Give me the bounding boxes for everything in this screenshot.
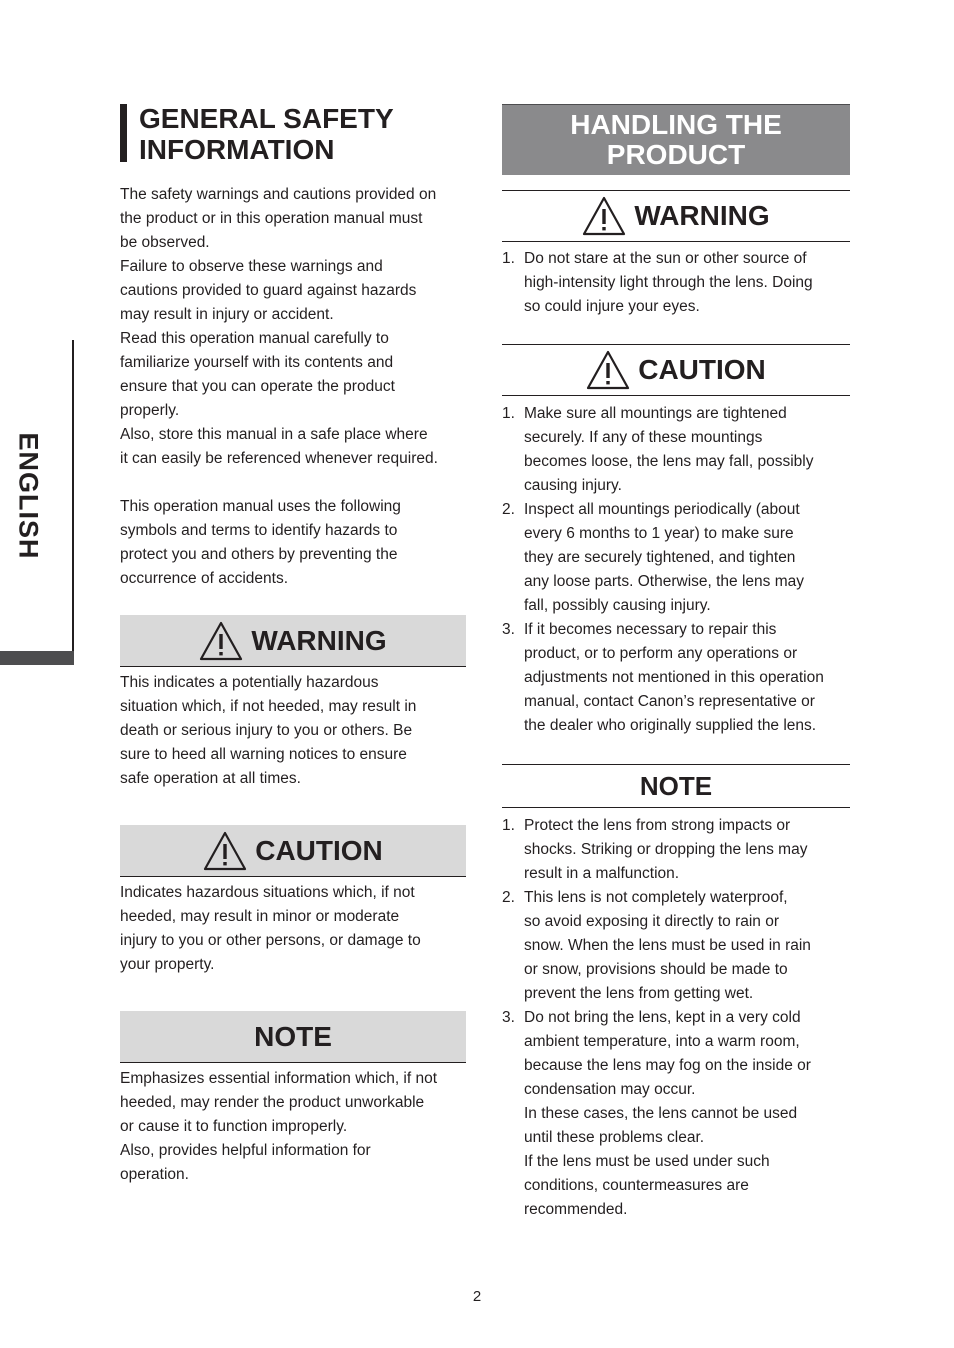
list-item-line: because the lens may fog on the inside or — [524, 1057, 811, 1074]
text-line: your property. — [120, 956, 215, 973]
text-line: Also, store this manual in a safe place where — [120, 426, 428, 443]
text-line: ensure that you can operate the product — [120, 378, 395, 395]
list-item — [502, 1006, 854, 1222]
handling-warning-header — [502, 190, 850, 242]
list-item-line: conditions, countermeasures are — [524, 1177, 749, 1194]
title-line-2: INFORMATION — [139, 134, 335, 165]
handling-note-header — [502, 764, 850, 808]
list-item-line: recommended. — [524, 1201, 628, 1218]
caution-definition-header — [120, 825, 466, 877]
handling-caution-header — [502, 344, 850, 396]
warning-label: WARNING — [251, 624, 387, 656]
list-item-line: result in a malfunction. — [524, 865, 680, 882]
list-item — [502, 618, 854, 738]
caution-label: CAUTION — [638, 354, 766, 385]
text-line: sure to heed all warning notices to ensure — [120, 746, 407, 763]
handling-header-line-1: HANDLING THE — [570, 109, 782, 140]
list-item-line: Do not stare at the sun or other source of — [524, 250, 807, 267]
list-item-line: Inspect all mountings periodically (about — [524, 501, 800, 518]
handling-warning-list — [502, 247, 854, 319]
list-item-line: Protect the lens from strong impacts or — [524, 817, 791, 834]
side-tab-bar — [0, 651, 74, 665]
text-line: be observed. — [120, 234, 210, 251]
text-line: Indicates hazardous situations which, if not — [120, 884, 415, 901]
text-line: heeded, may render the product unworkable — [120, 1094, 425, 1111]
list-item-line: until these problems clear. — [524, 1129, 705, 1146]
list-item-line: they are securely tightened, and tighten — [524, 549, 796, 566]
text-line: protect you and others by preventing the — [120, 546, 398, 563]
caution-definition-text — [120, 881, 470, 977]
list-item-number: 2. — [502, 501, 515, 518]
text-line: cautions provided to guard against hazards — [120, 282, 417, 299]
text-line: symbols and terms to identify hazards to — [120, 522, 398, 539]
list-item-line: prevent the lens from getting wet. — [524, 985, 754, 1002]
page-title — [139, 103, 394, 165]
text-line: This indicates a potentially hazardous — [120, 674, 379, 691]
list-item — [502, 498, 854, 618]
note-label: NOTE — [254, 1020, 332, 1052]
text-line: death or serious injury to you or others. Be — [120, 722, 413, 739]
text-line: operation. — [120, 1166, 189, 1183]
text-line: safe operation at all times. — [120, 770, 301, 787]
list-item-number: 1. — [502, 250, 515, 267]
list-item-line: shocks. Striking or dropping the lens may — [524, 841, 808, 858]
list-item — [502, 247, 854, 319]
text-line: it can easily be referenced whenever required. — [120, 450, 438, 467]
text-line: may result in injury or accident. — [120, 306, 334, 323]
list-item-line: so could injure your eyes. — [524, 298, 700, 315]
list-item-number: 3. — [502, 1009, 515, 1026]
list-item — [502, 402, 854, 498]
warning-triangle-icon — [199, 621, 243, 661]
text-line: situation which, if not heeded, may result in — [120, 698, 417, 715]
handling-caution-list — [502, 402, 854, 738]
list-item-line: high-intensity light through the lens. Doing — [524, 274, 813, 291]
text-line: injury to you or other persons, or damage to — [120, 932, 421, 949]
list-item-line: ambient temperature, into a warm room, — [524, 1033, 800, 1050]
text-line: heeded, may result in minor or moderate — [120, 908, 400, 925]
list-item-number: 3. — [502, 621, 515, 638]
title-line-1: GENERAL SAFETY — [139, 103, 394, 134]
list-item-line: product, or to perform any operations or — [524, 645, 798, 662]
list-item-line: snow. When the lens must be used in rain — [524, 937, 811, 954]
list-item-line: securely. If any of these mountings — [524, 429, 763, 446]
list-item-line: adjustments not mentioned in this operation — [524, 669, 824, 686]
text-line: This operation manual uses the following — [120, 498, 401, 515]
handling-header-line-2: PRODUCT — [606, 139, 746, 170]
symbols-paragraph — [120, 495, 470, 591]
list-item-line: the dealer who originally supplied the lens. — [524, 717, 817, 734]
text-line: the product or in this operation manual must — [120, 210, 423, 227]
side-tab-line — [72, 340, 74, 652]
text-line: occurrence of accidents. — [120, 570, 289, 587]
caution-triangle-icon — [586, 350, 630, 390]
list-item — [502, 814, 854, 886]
list-item-line: Make sure all mountings are tightened — [524, 405, 787, 422]
list-item-number: 1. — [502, 405, 515, 422]
list-item-line: fall, possibly causing injury. — [524, 597, 711, 614]
list-item-line: so avoid exposing it directly to rain or — [524, 913, 780, 930]
text-line: properly. — [120, 402, 180, 419]
list-item-line: This lens is not completely waterproof, — [524, 889, 788, 906]
text-line: familiarize yourself with its contents and — [120, 354, 394, 371]
list-item-line: becomes loose, the lens may fall, possibly — [524, 453, 814, 470]
list-item-number: 1. — [502, 817, 515, 834]
warning-triangle-icon — [582, 196, 626, 236]
text-line: Also, provides helpful information for — [120, 1142, 371, 1159]
language-label: ENGLISH — [13, 432, 44, 560]
list-item-line: every 6 months to 1 year) to make sure — [524, 525, 794, 542]
list-item-line: If the lens must be used under such — [524, 1153, 770, 1170]
text-line: Failure to observe these warnings and — [120, 258, 383, 275]
caution-label: CAUTION — [255, 834, 383, 866]
caution-triangle-icon — [203, 831, 247, 871]
list-item-line: manual, contact Canon’s representative or — [524, 693, 815, 710]
handling-section-header — [502, 104, 850, 175]
list-item-line: causing injury. — [524, 477, 622, 494]
list-item-line: Do not bring the lens, kept in a very cold — [524, 1009, 801, 1026]
list-item-number: 2. — [502, 889, 515, 906]
list-item — [502, 886, 854, 1006]
note-definition-text — [120, 1067, 470, 1187]
list-item-line: In these cases, the lens cannot be used — [524, 1105, 798, 1122]
intro-paragraph — [120, 183, 470, 471]
list-item-line: If it becomes necessary to repair this — [524, 621, 777, 638]
handling-note-list — [502, 814, 854, 1222]
text-line: or cause it to function improperly. — [120, 1118, 348, 1135]
note-definition-header — [120, 1011, 466, 1063]
warning-definition-text — [120, 671, 470, 791]
page-number: 2 — [472, 1288, 482, 1305]
list-item-line: or snow, provisions should be made to — [524, 961, 788, 978]
warning-definition-header — [120, 615, 466, 667]
text-line: The safety warnings and cautions provided on — [120, 186, 437, 203]
warning-label: WARNING — [634, 200, 770, 231]
title-accent-bar — [120, 104, 127, 162]
list-item-line: condensation may occur. — [524, 1081, 696, 1098]
text-line: Emphasizes essential information which, if not — [120, 1070, 438, 1087]
list-item-line: any loose parts. Otherwise, the lens may — [524, 573, 804, 590]
note-label: NOTE — [639, 770, 713, 801]
text-line: Read this operation manual carefully to — [120, 330, 389, 347]
